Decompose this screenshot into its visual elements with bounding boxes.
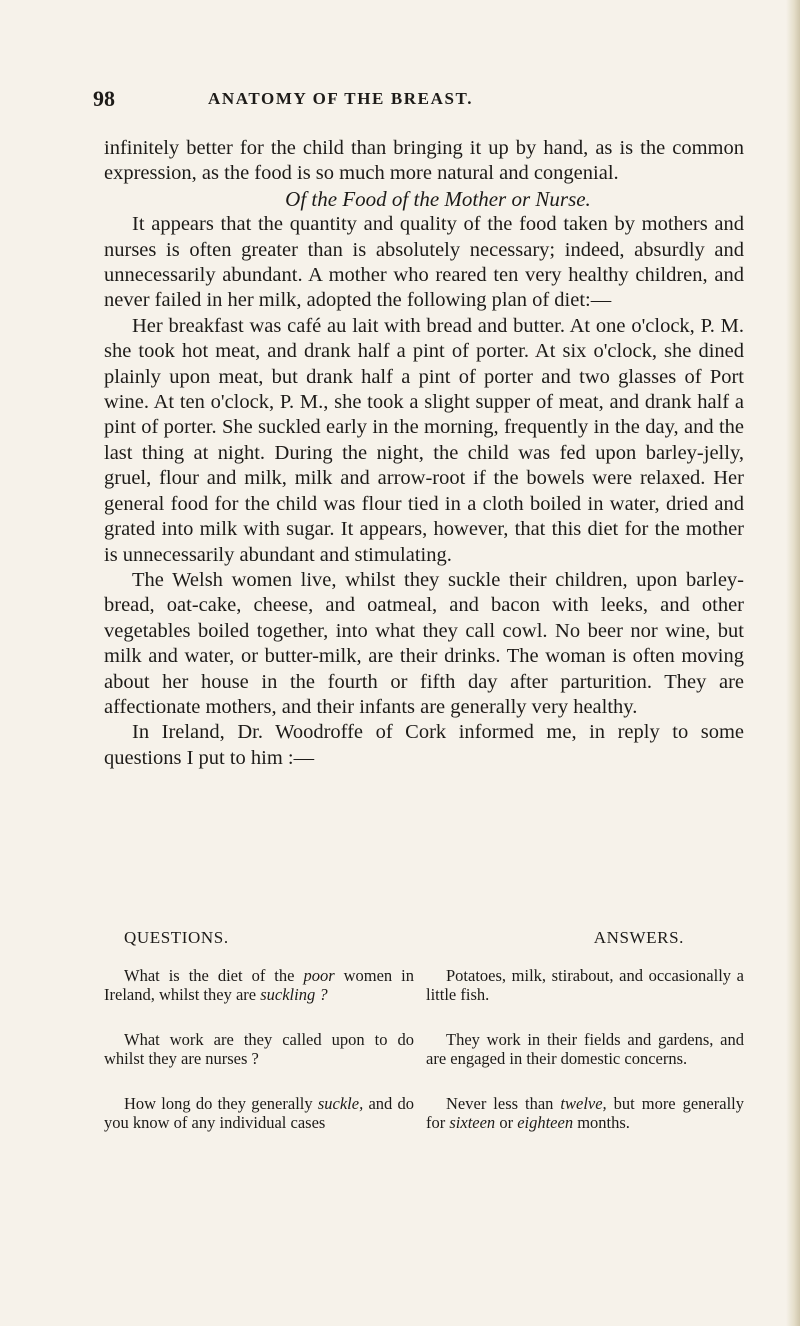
answer-3: Never less than twelve, but more generally for sixteen or eighteen months. [426,1094,744,1132]
question-3: How long do they generally suckle, and do you know of any individual cases [104,1094,414,1132]
intro-paragraph: infinitely better for the child than bringing it up by hand, as is the common expression, as the food is so much more natural and congenial. [104,137,744,185]
page-number: 98 [93,86,115,111]
question-1: What is the diet of the poor women in Ireland, whilst they are suckling ? [104,966,414,1004]
page-header [93,86,713,126]
answer-1: Potatoes, milk, stirabout, and occasionally a little fish. [426,966,744,1004]
running-head: ANATOMY OF THE BREAST. [208,89,474,108]
questions-heading: QUESTIONS. [124,928,229,947]
qa-headings [104,928,744,948]
paragraph-4: In Ireland, Dr. Woodroffe of Cork informed me, in reply to some questions I put to him :— [104,721,744,769]
questions-answers-table [104,928,744,1158]
answer-2: They work in their fields and gardens, and are engaged in their domestic concerns. [426,1030,744,1068]
section-heading: Of the Food of the Mother or Nurse. [285,186,591,211]
qa-row [104,1094,744,1132]
question-2: What work are they called upon to do whilst they are nurses ? [104,1030,414,1068]
paragraph-3: The Welsh women live, whilst they suckle their children, upon barley-bread, oat-cake, cheese, and oatmeal, and bacon with leeks, and other vegetables boiled together, into what they call cowl. No beer nor wine, but milk and water, or butter-milk, are their drinks. The woman is often moving about her house in the fourth or fifth day after parturition. They are affectionate mothers, and their infants are generally very healthy. [104,568,744,718]
answers-heading: ANSWERS. [593,928,684,947]
qa-row [104,966,744,1004]
page-edge-shadow [786,0,800,1326]
body-text [104,136,744,771]
qa-row [104,1030,744,1068]
paragraph-2: Her breakfast was café au lait with bread and butter. At one o'clock, P. M. she took hot meat, and drank half a pint of porter. At six o'clock, she dined plainly upon meat, but drank half a pint of porter and two glasses of Port wine. At ten o'clock, P. M., she took a slight supper of meat, and drank half a pint of porter. She suckled early in the morning, frequently in the day, and the last thing at night. During the night, the child was fed upon barley-jelly, gruel, flour and milk, milk and arrow-root if the bowels were relaxed. Her general food for the child was flour tied in a cloth boiled in water, dried and grated into milk with sugar. It appears, however, that this diet for the mother is unnecessarily abundant and stimulating. [104,314,744,566]
paragraph-1: It appears that the quantity and quality of the food taken by mothers and nurses is often greater than is absolutely necessary; indeed, absurdly and unnecessarily abundant. A mother who reared ten very healthy children, and never failed in her milk, adopted the following plan of diet:— [104,213,744,312]
